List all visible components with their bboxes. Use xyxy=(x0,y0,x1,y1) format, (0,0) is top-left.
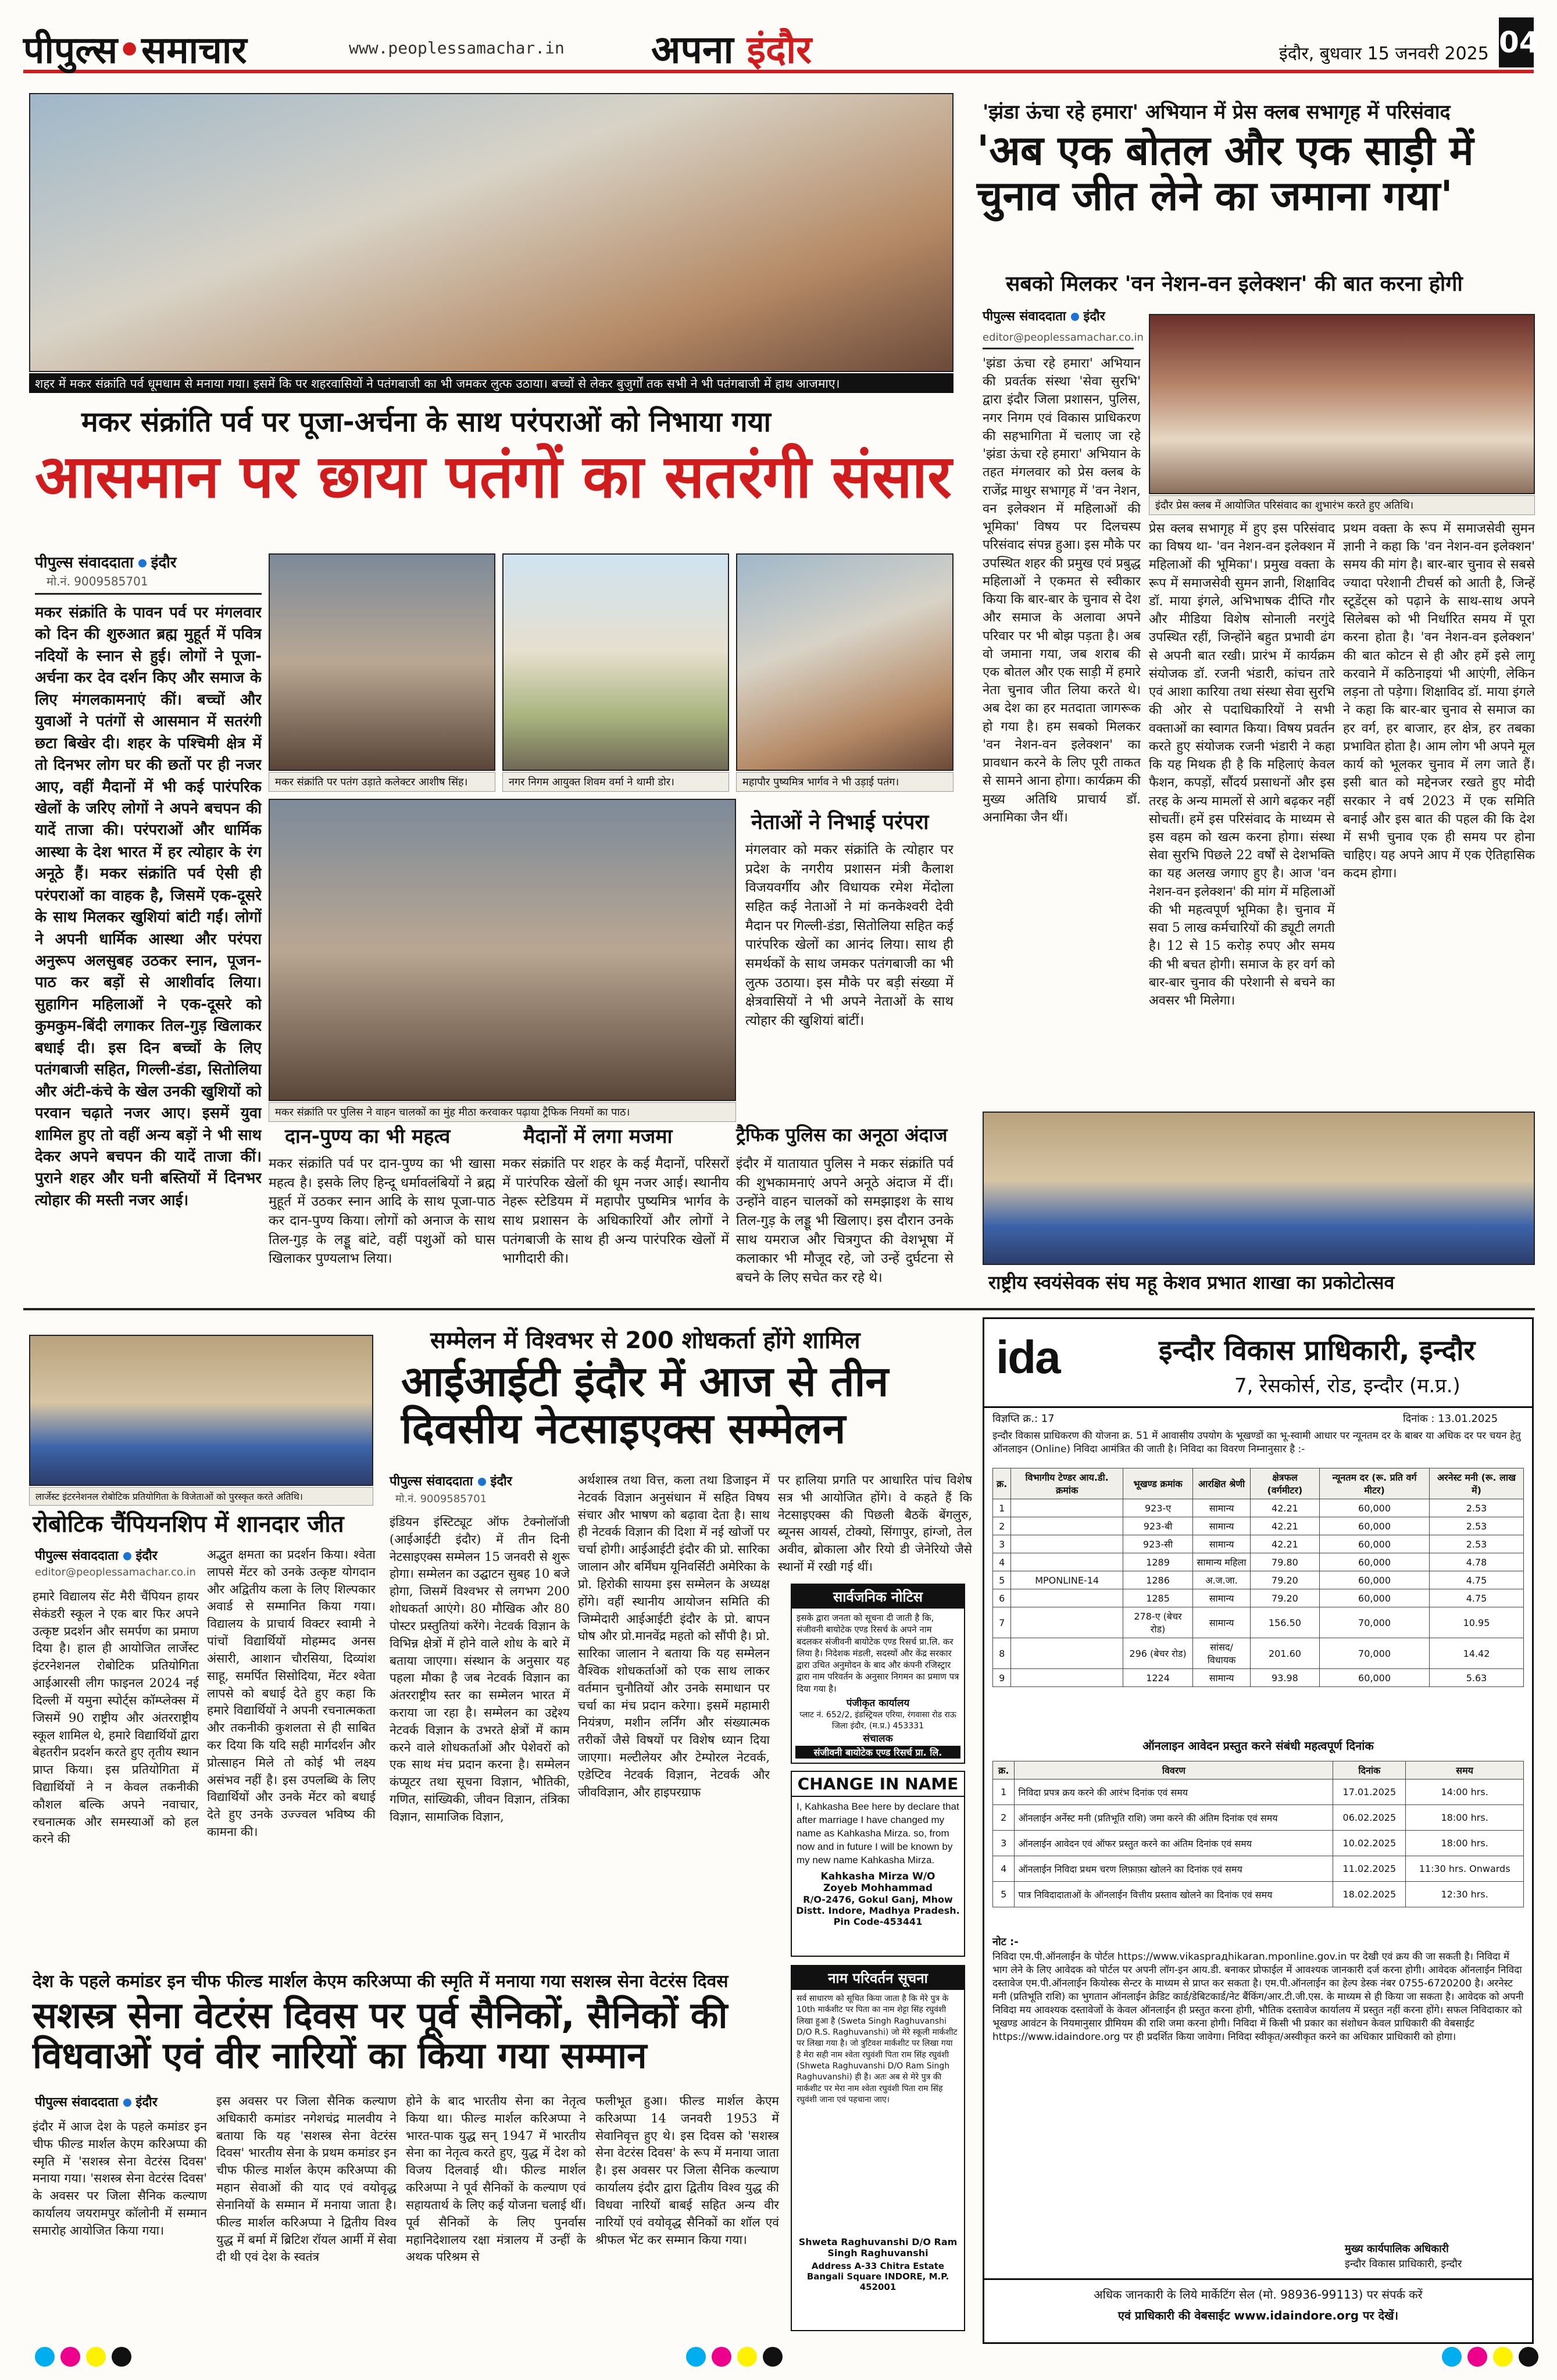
table-cell: सामान्य xyxy=(1193,1607,1251,1638)
veterans-byline: पीपुल्स संवाददाता इंदौर xyxy=(35,2095,158,2110)
iit-text-col2: अर्थशास्त्र तथा वित्त, कला तथा डिजाइन में नेटवर्क विज्ञान अनुसंधान में सहित विषय संचार और भाषण को बढ़ावा देता है। साथ ही नेटवर्क विज्ञान की दिशा में नई खोजों पर चर्चा होगी। आईआईटी इंदौर की प्रो. सारिका जालान और बर्मिंघम यूनिवर्सिटी अमेरिका के प्रो. हिरोकी सायमा इस सम्मेलन के अध्यक्ष होंगे। वहीं स्थानीय आयोजन समिति की जिम्मेदारी आईआईटी इंदौर के प्रो. बापन घोष और प्रो.मानवेंद्र महतो को सौंपी है। प्रो. सारिका जालान ने बताया कि यह सम्मेलन वैश्विक शोधकर्ताओं को एक साथ लाकर वर्तमान चुनौतियों और उनके समाधान पर चर्चा का मंच प्रदान करेगा। इसमें महामारी नियंत्रण, मशीन लर्निंग और संख्यात्मक तरीकों जैसे विषयों पर विशेष ध्यान दिया जाएगा। मल्टीलेयर और टेम्पोरल नेटवर्क, एडेप्टिव नेटवर्क विज्ञान, नेटवर्क और जीवविज्ञान, और हाइपरग्राफ xyxy=(578,1473,770,1799)
press-byline: पीपुल्स संवाददाता इंदौर xyxy=(983,309,1105,324)
table-cell: 10.95 xyxy=(1430,1607,1524,1638)
table-cell: 5.63 xyxy=(1430,1669,1524,1687)
ida-schedule-header xyxy=(993,1761,1524,1779)
table-cell: ऑनलाईन निविदा प्रथम चरण लिफ़ाफ़ा खोलने का दिनांक एवं समय xyxy=(1015,1856,1333,1882)
ida-schedule-col-header: समय xyxy=(1406,1761,1524,1779)
press-text-col3: प्रथम वक्ता के रूप में समाजसेवी सुमन ज्ञानी ने कहा कि 'वन नेशन-वन इलेक्शन' समय की मांग है। बार-बार चुनाव से सबसे ज्यादा परेशानी टीचर्स को आती है, जिन्हें स्टूडेंट्स को पढ़ाने के साथ-साथ अपने सिलेबस को भी निर्धारित समय में पूरा करना होता है। 'वन नेशन-वन इलेक्शन' की बात कोटन से ही और हमें इसे लागू करवाने में कठिनाइयां भी आएंगी, लेकिन लड़ना तो पड़ेगा। शिक्षाविद डॉ. माया इंगले ने कहा कि बार-बार चुनाव से समाज का हर वर्ग, हर बाजार, हर क्षेत्र, हर तबका प्रभावित होता है। आम लोग भी अपने मूल कार्य को भूलकर चुनाव में लग जाते हैं। इसी बात को मद्देनजर रखते हुए मोदी सरकार ने वर्ष 2023 में एक समिति बनाई और इस बात की पहल की कि देश में सभी चुनाव एक ही समय पर होना चाहिए। यह अपने आप में एक ऐतिहासिक कदम होगा। xyxy=(1343,521,1535,881)
table-cell: निविदा प्रपत्र क्रय करने की आरंभ दिनांक एवं समय xyxy=(1015,1779,1333,1805)
table-cell: 923-ए xyxy=(1123,1499,1192,1517)
table-cell: 93.98 xyxy=(1250,1669,1319,1687)
ida-notes-label: नोट :- xyxy=(992,1936,1019,1948)
ida-notice-date: दिनांक : 13.01.2025 xyxy=(1403,1413,1498,1425)
veterans-text-col2: इस अवसर पर जिला सैनिक कल्याण अधिकारी कमांडर नगेशचंद्र मालवीय ने बताया कि यह 'सशस्त्र सेना वेटरंस दिवस' भारतीय सेना के प्रथम कमांडर इन चीफ फील्ड मार्शल केएम करिअप्पा की महान सेवाओं की याद एवं वयोवृद्ध सेनानियों के सम्मान में मनाया जाता है। फील्ड मार्शल करिअप्पा ने द्वितीय विश्व युद्ध में बर्मा में ब्रिटिश रॉयल आर्मी में सेवा दी थी एवं देश के स्वतंत्र xyxy=(216,2094,397,2264)
public-notice-head: सार्वजनिक नोटिस xyxy=(792,1585,964,1609)
rss-photo xyxy=(983,1112,1535,1265)
table-cell: 60,000 xyxy=(1319,1571,1429,1589)
public-notice-office-label: पंजीकृत कार्यालय xyxy=(846,1698,910,1709)
table-row xyxy=(993,1499,1524,1517)
change-name-address: R/O-2476, Gokul Ganj, Mhow Distt. Indore, Madhya Pradesh. Pin Code-453441 xyxy=(796,1893,960,1927)
ida-schedule-col-header: विवरण xyxy=(1015,1761,1333,1779)
ida-plot-table-body xyxy=(993,1499,1524,1687)
traffic-police-caption: मकर संक्रांति पर पुलिस ने वाहन चालकों का मुंह मीठा करवाकर पढ़ाया ट्रैफिक नियमों का पाठ। xyxy=(269,1102,736,1122)
robotics-text-col1: हमारे विद्यालय सेंट मैरी चैंपियन हायर सेकंडरी स्कूल ने एक बार फिर अपने उत्कृष्ट प्रदर्शन और समर्पण का प्रमाण दिया है। हाल ही आयोजित लार्जेस्ट इंटरनेशनल रोबोटिक प्रतियोगिता आईआरसी लीग फाइनल 2024 नई दिल्ली में यमुना स्पोर्ट्स कॉम्प्लेक्स में जिसमें 90 राष्ट्रीय और अंतरराष्ट्रीय स्कूल शामिल थे, हमारे विद्यार्थियों द्वारा बेहतरीन प्रदर्शन करते हुए तृतीय स्थान प्राप्त किया। इस प्रतियोगिता में विद्यार्थियों ने न केवल तकनीकी कौशल बल्कि अपने नवाचार, रचनात्मक और समस्याओं को हल करने की xyxy=(33,1589,199,1846)
table-cell: 278-ए (बेचर रोड) xyxy=(1123,1607,1192,1638)
ida-col-header: क्र. xyxy=(993,1468,1011,1499)
page-number: 04 xyxy=(1499,17,1534,67)
table-cell: 79.20 xyxy=(1250,1571,1319,1589)
table-cell xyxy=(1011,1499,1123,1517)
kite-kicker: मकर संक्रांति पर्व पर पूजा-अर्चना के साथ परंपराओं को निभाया गया xyxy=(81,406,771,438)
veterans-headline: सशस्त्र सेना वेटरंस दिवस पर पूर्व सैनिकों, सैनिकों की विधवाओं एवं वीर नारियों का किया गया सम्मान xyxy=(33,1994,728,2077)
traffic-text: इंदौर में यातायात पुलिस ने मकर संक्रांति पर्व की शुभकामनाएं अपने अनूठे अंदाज में दीं। उन्होंने वाहन चालकों को समझाइश के साथ तिल-गुड़ के लड्डू भी खिलाए। इस दौरान उनके साथ यमराज और चित्रगुप्त की वेशभूषा में कलाकार भी मौजूद रहे, जो उन्हें दुर्घटना से बचने के लिए सचेत कर रहे थे। xyxy=(736,1156,954,1285)
ida-col-header: न्यूनतम दर (रू. प्रति वर्ग मीटर) xyxy=(1319,1468,1429,1499)
masthead xyxy=(23,17,1540,73)
table-cell: 4.75 xyxy=(1430,1571,1524,1589)
grounds-subhead: मैदानों में लगा मजमा xyxy=(523,1125,673,1148)
table-row xyxy=(993,1517,1524,1535)
table-cell: 4.78 xyxy=(1430,1553,1524,1571)
registration-dot xyxy=(35,2347,55,2367)
traffic-subhead: ट्रैफिक पुलिस का अनूठा अंदाज xyxy=(736,1124,948,1146)
table-cell: 2.53 xyxy=(1430,1499,1524,1517)
table-cell: 156.50 xyxy=(1250,1607,1319,1638)
table-cell: 1289 xyxy=(1123,1553,1192,1571)
iit-mobile: मो.नं. 9009585701 xyxy=(395,1493,487,1505)
public-notice-signer: संजीवनी बायोटेक एण्ड रिसर्च प्रा. लि. xyxy=(795,1746,960,1759)
ida-signer: मुख्य कार्यपालिक अधिकारी xyxy=(1345,2243,1449,2255)
table-cell: सामान्य xyxy=(1193,1669,1251,1687)
kite-crowd-photo xyxy=(29,93,954,372)
table-cell: 5 xyxy=(993,1571,1011,1589)
kite-crowd-caption: शहर में मकर संक्रांति पर्व धूमधाम से मनाया गया। इसमें कि पर शहरवासियों ने पतंगबाजी का भी जमकर लुत्फ उठाया। बच्चों से लेकर बुजुर्गों तक सभी ने भी पतंगबाजी में हाथ आजमाए। xyxy=(29,373,954,393)
mayor-photo xyxy=(736,553,954,771)
registration-dot xyxy=(86,2347,106,2367)
ida-header-rule xyxy=(984,1406,1532,1408)
table-row xyxy=(993,1607,1524,1638)
registration-dot xyxy=(112,2347,131,2367)
table-cell: सामान्य xyxy=(1193,1499,1251,1517)
public-notice xyxy=(791,1584,965,1764)
table-cell xyxy=(1011,1517,1123,1535)
ida-address: 7, रेसकोर्स, रोड, इन्दौर (म.प्र.) xyxy=(1234,1374,1460,1398)
press-subhead: सबको मिलकर 'वन नेशन-वन इलेक्शन' की बात करना होगी xyxy=(1006,272,1463,296)
table-cell xyxy=(1011,1669,1123,1687)
table-cell: सामान्य xyxy=(1193,1517,1251,1535)
change-name-husband: Zoyeb Mohhammad xyxy=(823,1882,933,1894)
press-text-col1: 'झंडा ऊंचा रहे हमारा' अभियान की प्रवर्तक संस्था 'सेवा सुरभि' द्वारा इंदौर जिला प्रशासन, पुलिस, नगर निगम एवं विकास प्राधिकरण की सहभागिता में चलाए जा रहे 'झंडा ऊंचा रहे हमारा' अभियान के तहत मंगलवार को प्रेस क्लब के राजेंद्र माथुर सभागृह में 'वन नेशन, वन इलेक्शन में महिलाओं की भूमिका' विषय पर दिलचस्प परिसंवाद संपन्न हुआ। इस मौके पर उपस्थित शहर की प्रमुख एवं प्रबुद्ध महिलाओं ने एकमत से स्वीकार किया कि बार-बार के चुनाव से देश और समाज के अलावा अपने परिवार पर भी बोझ पड़ता है। अब वो जमाना गया, जब शराब की एक बोतल और एक साड़ी में हमारे नेता चुनाव जीत लिया करते थे। अब देश का हर मतदाता जागरूक हो गया है। हम सबको मिलकर 'वन नेशन-वन इलेक्शन' का प्रावधान करने के लिए पूरी ताकत से सामने आना होगा। कार्यक्रम की मुख्य अतिथि प्राचार्य डॉ. अनामिका जैन थीं। xyxy=(983,356,1141,825)
robotics-byline: पीपुल्स संवाददाता इंदौर xyxy=(35,1549,158,1563)
commissioner-photo xyxy=(502,553,729,771)
table-cell: 296 (बेचर रोड) xyxy=(1123,1638,1192,1669)
table-row xyxy=(993,1779,1524,1805)
registration-dot xyxy=(1493,2347,1513,2367)
name-change-hindi-text: सर्व साधारण को सूचित किया जाता है कि मेरे पुत्र के 10th मार्कशीट पर पिता का नाम शेट्टा सिंह रघुवंशी लिखा हुआ है (Sweta Singh Raghuvanshi D/O R.S. Raghuvanshi) जो मेरे स्कूली मार्कशीट पर लिखा गया है। जो त्रुटिवश मार्कशीट पर लिखा गया है मेरा सही नाम श्वेता रघुवंशी पिता राम सिंह रघुवंशी (Shweta Raghuvanshi D/O Ram Singh Raghuvanshi) ही है। अतः अब से मेरे पुत्र की मार्कशीट पर मेरा नाम श्वेता रघुवंशी पिता राम सिंह रघुवंशी जाना एवं पहचाना जाए। xyxy=(797,1994,958,2104)
table-row xyxy=(993,1535,1524,1553)
press-event-caption: इंदौर प्रेस क्लब में आयोजित परिसंवाद का शुभारंभ करते हुए अतिथि। xyxy=(1149,495,1535,515)
veterans-text-col3: होने के बाद भारतीय सेना का नेतृत्व किया था। फील्ड मार्शल करिअप्पा ने भारत-पाक युद्ध सन् 1947 में भारतीय सेना का नेतृत्व करते हुए, युद्ध में देश को विजय दिलवाई थी। फील्ड मार्शल करिअप्पा ने पूर्व सैनिकों के कल्याण एवं सहायतार्थ के लिए कई योजना चलाई थीं। पूर्व सैनिकों के लिए पुनर्वास महानिदेशालय रक्षा मंत्रालय में उन्हीं के अथक परिश्रम से xyxy=(406,2094,586,2264)
table-cell: अ.ज.जा. xyxy=(1193,1571,1251,1589)
table-cell: 2 xyxy=(993,1805,1015,1831)
ida-notes: निविदा एम.पी.ऑनलाईन के पोर्टल https://www.vikasprадhikaran.mponline.gov.in पर देखी एवं क्रय की जा सकती है। निविदा में भाग लेने के लिए आवेदक को पोर्टल पर अपनी लॉग-इन आय.डी. बनाकर प्रोफाईल में आवश्यक जानकारी दर्ज करना होगी। आवेदक ऑनलाईन निविदा दस्तावेज एम.पी.ऑनलाईन कियोस्क सेन्टर के माध्यम से प्राप्त कर सकता है। एम.पी.ऑनलाईन का हेल्प डेस्क नंबर 0755-6720200 है। अरनेस्ट मनी (प्रतिभूति राशि) का भुगतान ऑनलाईन क्रेडिट कार्ड/डेबिटकार्ड/नेट बैंकिंग/आर.टी.जी.एस. के माध्यम से ही किया जा सकता है। आवेदक को अपनी निविदा मय आवश्यक दस्तावेजों के केवल ऑनलाईन ही प्रस्तुत करना होगी, भौतिक दस्तावेज कार्यालय में प्रस्तुत नहीं करना होंगे। सफल निविदाकार को भूखण्ड आवंटन के नियमानुसार प्रीमियम की राशि जमा करना होगी। निविदा में किसी भी प्रकार का संशोधन केवल प्राधिकारी की वेबसाईट https://www.idaindore.org पर ही प्रदर्शित किया जावेगा। निविदा स्वीकृत/अस्वीकृत करने का अधिकार प्राधिकारी को होगा। xyxy=(992,1951,1524,2043)
ida-intro: इन्दौर विकास प्राधिकरण की योजना क्र. 51 में आवासीय उपयोग के भूखण्डों का भू-स्वामी आधार पर न्यूनतम दर के बाबर या अधिक दर पर चयन हेतु ऑनलाइन (Online) निविदा आमंत्रित की जाती है। निविदा का विवरण निम्नानुसार है :- xyxy=(992,1430,1521,1455)
ida-col-header: भूखण्ड क्रमांक xyxy=(1123,1468,1192,1499)
table-cell: 70,000 xyxy=(1319,1607,1429,1638)
table-cell: 60,000 xyxy=(1319,1589,1429,1607)
ida-notice-no: विज्ञप्ति क्र.: 17 xyxy=(992,1413,1055,1425)
table-cell: 10.02.2025 xyxy=(1333,1831,1406,1856)
collector-caption: मकर संक्रांति पर पतंग उड़ाते कलेक्टर आशीष सिंह। xyxy=(269,772,495,792)
name-change-notice-hindi xyxy=(791,1965,965,2331)
website-url[interactable]: www.peoplessamachar.in xyxy=(349,38,565,58)
table-cell: 14:00 hrs. xyxy=(1406,1779,1524,1805)
table-cell: 14.42 xyxy=(1430,1638,1524,1669)
iit-byline: पीपुल्स संवाददाता इंदौर xyxy=(390,1474,512,1489)
table-cell xyxy=(1011,1607,1123,1638)
mayor-caption: महापौर पुष्यमित्र भार्गव ने भी उड़ाई पतंग। xyxy=(736,772,954,792)
collector-photo xyxy=(269,553,495,771)
name-change-hindi-head: नाम परिवर्तन सूचना xyxy=(792,1966,964,1990)
table-row xyxy=(993,1589,1524,1607)
table-cell: 1 xyxy=(993,1499,1011,1517)
table-cell: 18.02.2025 xyxy=(1333,1882,1406,1907)
table-cell: 5 xyxy=(993,1882,1015,1907)
table-cell: 4 xyxy=(993,1553,1011,1571)
divider xyxy=(23,1308,1535,1310)
table-row xyxy=(993,1805,1524,1831)
robotics-photo xyxy=(29,1335,373,1486)
registration-dot xyxy=(1442,2347,1462,2367)
table-cell: 18:00 hrs. xyxy=(1406,1831,1524,1856)
table-cell: 201.60 xyxy=(1250,1638,1319,1669)
iit-text-col1: इंडियन इंस्टिट्यूट ऑफ टेक्नोलॉजी (आईआईटी इंदौर) में तीन दिनी नेटसाइएक्स सम्मेलन 15 जनवरी से शुरू होगा। सम्मेलन का उद्घाटन सुबह 10 बजे होगा, जिसमें विश्वभर से लगभग 200 शोधकर्ता आएंगे। 80 मौखिक और 80 पोस्टर प्रस्तुतियां करेंगे। नेटवर्क विज्ञान के विभिन्न क्षेत्रों में होने वाले शोध के बारे में बताया जाएगा। संस्थान के अनुसार यह पहला मौका है जब नेटवर्क विज्ञान का अंतरराष्ट्रीय स्तर का सम्मेलन भारत में कराया जा रहा है। सम्मेलन का उद्देश्य नेटवर्क विज्ञान के उभरते क्षेत्रों में काम करने वाले शोधकर्ताओं और पेशेवरों को एक साथ मंच प्रदान करना है। सम्मेलन कंप्यूटर तथा सूचना विज्ञान, भौतिकी, गणित, सांख्यिकी, जीवन विज्ञान, तंत्रिका विज्ञान, सामाजिक विज्ञान, xyxy=(390,1515,570,1824)
table-cell: 8 xyxy=(993,1638,1011,1669)
commissioner-caption: नगर निगम आयुक्त शिवम वर्मा ने थामी डोर। xyxy=(502,772,729,792)
grounds-text: मकर संक्रांति पर शहर के कई मैदानों, परिसरों में पारंपरिक खेलों की धूम नजर आई। स्थानीय नेहरू स्टेडियम में महापौर पुष्यमित्र भार्गव के साथ प्रशासन के अधिकारियों और लोगों ने पतंगबाजी के साथ ही अन्य पारंपरिक खेलों में भागीदारी की। xyxy=(502,1156,729,1267)
table-cell: 2 xyxy=(993,1517,1011,1535)
table-cell: MPONLINE-14 xyxy=(1011,1571,1123,1589)
robotics-text-col2: अद्भुत क्षमता का प्रदर्शन किया। श्वेता लापसे मेंटर को उनके उत्कृष्ट योगदान और अद्वितीय कला के लिए शिल्पकार अवार्ड से सम्मानित किया गया। विद्यालय के प्राचार्य विक्टर स्वामी ने पांचों विद्यार्थियों मोहम्मद अनस अंसारी, आशान चौरसिया, दिव्यांश साहू, समर्पित सिसोदिया, मेंटर श्वेता लापसे को बधाई देते हुए कहा कि हमारे विद्यार्थियों ने अपनी रचनात्मकता और तकनीकी कुशलता से ही साबित कर दिया कि यदि सही मार्गदर्शन और प्रोत्साहन मिले तो कोई भी लक्ष्य असंभव नहीं है। इस उपलब्धि के लिए विद्यार्थियों और उनके मेंटर को बधाई देते हुए उनके उज्ज्वल भविष्य की कामना की। xyxy=(207,1548,376,1839)
table-cell xyxy=(1011,1553,1123,1571)
ida-schedule-body xyxy=(993,1779,1524,1907)
divider xyxy=(983,348,1134,349)
table-cell: सांसद/विधायक xyxy=(1193,1638,1251,1669)
table-cell: 60,000 xyxy=(1319,1553,1429,1571)
registration-dot xyxy=(737,2347,757,2367)
table-cell: 60,000 xyxy=(1319,1669,1429,1687)
table-cell: 60,000 xyxy=(1319,1517,1429,1535)
leaders-text: मंगलवार को मकर संक्रांति के त्योहार पर प्रदेश के नगरीय प्रशासन मंत्री कैलाश विजयवर्गीय और विधायक रमेश मेंदोला सहित कई नेताओं ने मां कनकेश्वरी देवी मैदान पर गिल्ली-डंडा, सितोलिया सहित कई पारंपरिक खेलों का आनंद लिया। साथ ही समर्थकों के साथ जमकर पतंगबाजी का भी लुत्फ उठाया। इस मौके पर बड़ी संख्या में क्षेत्रवासियों ने भी अपने नेताओं के साथ त्योहार की खुशियां बांटीं। xyxy=(745,842,954,1028)
table-cell: 2.53 xyxy=(1430,1535,1524,1553)
ida-plot-table-header xyxy=(993,1468,1524,1499)
table-cell: 11.02.2025 xyxy=(1333,1856,1406,1882)
table-cell: 70,000 xyxy=(1319,1638,1429,1669)
table-cell: 60,000 xyxy=(1319,1535,1429,1553)
table-cell: 2.53 xyxy=(1430,1517,1524,1535)
table-cell: 17.01.2025 xyxy=(1333,1779,1406,1805)
ida-col-header: आरक्षित श्रेणी xyxy=(1193,1468,1251,1499)
iit-kicker: सम्मेलन में विश्वभर से 200 शोधकर्ता होंगे शामिल xyxy=(430,1327,860,1354)
change-name-name: Kahkasha Mirza W/O xyxy=(820,1870,935,1882)
ida-schedule-table xyxy=(992,1761,1524,1907)
table-cell: 18:00 hrs. xyxy=(1406,1805,1524,1831)
dateline: इंदौर, बुधवार 15 जनवरी 2025 xyxy=(1279,44,1489,64)
ida-col-header: विभागीय टेण्डर आय.डी. क्रमांक xyxy=(1011,1468,1123,1499)
table-row xyxy=(993,1831,1524,1856)
iit-text-col3: पर हालिया प्रगति पर आधारित पांच विशेष सत्र भी आयोजित होंगे। वे कहते हैं कि नेटसाइएक्स की पिछली बैठकें बेंगलुरु, ब्यूनस आयर्स, टोक्यो, सिंगापुर, हांग्जो, तेल अवीव, ब्रोकाला और रियो डी जेनेरियो जैसे स्थानों में रखी गई थीं। xyxy=(778,1473,972,1574)
table-cell: 1 xyxy=(993,1779,1015,1805)
ida-title: इन्दौर विकास प्राधिकारी, इन्दौर xyxy=(1159,1334,1476,1367)
ida-signer-org: इन्दौर विकास प्राधिकारी, इन्दौर xyxy=(1345,2258,1462,2270)
table-cell: 3 xyxy=(993,1831,1015,1856)
table-cell: सामान्य xyxy=(1193,1589,1251,1607)
registration-dot xyxy=(712,2347,731,2367)
table-cell: 3 xyxy=(993,1535,1011,1553)
table-row xyxy=(993,1856,1524,1882)
public-notice-text: इसके द्वारा जनता को सूचना दी जाती है कि, संजीवनी बायोटेक एण्ड रिसर्च के अपने नाम बदलकर संजीवनी बायोटेक एण्ड रिसर्च प्रा.लि. कर लिया है। निदेशक मंडली, सदस्यों और केंद्र सरकार द्वारा उचित अनुमोदन के बाद और कंपनी रजिस्ट्रार द्वारा नाम परिवर्तन के अनुसार निगमन का प्रमाण पत्र दिया गया है। xyxy=(797,1613,959,1694)
ida-col-header: अरनेस्ट मनी (रू. लाख में) xyxy=(1430,1468,1524,1499)
ida-schedule-col-header: क्र. xyxy=(993,1761,1015,1779)
table-cell xyxy=(1011,1589,1123,1607)
table-cell: पात्र निविदादाताओं के ऑनलाईन वित्तीय प्रस्ताव खोलने का दिनांक एवं समय xyxy=(1015,1882,1333,1907)
table-cell: 79.20 xyxy=(1250,1589,1319,1607)
table-cell: सामान्य xyxy=(1193,1535,1251,1553)
ida-footer-2[interactable]: एवं प्राधिकारी की वेबसाईट www.idaindore.org पर देखें। xyxy=(1117,2308,1399,2322)
traffic-police-photo xyxy=(269,799,736,1101)
press-kicker: 'झंडा ऊंचा रहे हमारा' अभियान में प्रेस क्लब सभागृह में परिसंवाद xyxy=(983,101,1451,124)
veterans-text-col4: फलीभूत हुआ। फील्ड मार्शल केएम करिअप्पा 14 जनवरी 1953 में सेवानिवृत्त हुए थे। इस दिवस को 'सशस्त्र सेना वेटरंस दिवस' के रूप में मनाया जाता है। इस अवसर पर जिला सैनिक कल्याण कार्यालय इंदौर द्वारा द्वितीय विश्व युद्ध की विधवा नारियों बाबई सहित अन्य वीर नारियों एवं वयोवृद्ध सैनिकों का शॉल एवं श्रीफल भेंट कर सम्मान किया गया। xyxy=(595,2094,779,2247)
table-cell: 79.80 xyxy=(1250,1553,1319,1571)
charity-text: मकर संक्रांति पर्व पर दान-पुण्य का भी खासा महत्व है। इसके लिए हिन्दू धर्मावलंबियों ने ब्रह्म मुहूर्त में उठकर स्नान आदि के साथ पूजा-पाठ कर दान-पुण्य किया। लोगों को अनाज के साथ तिल-गुड़ के लड्डू बांटे, वहीं पशुओं को घास खिलाकर पुण्यलाभ लिया। xyxy=(269,1156,495,1267)
iit-headline: आईआईटी इंदौर में आज से तीन दिवसीय नेटसाइएक्स सम्मेलन xyxy=(401,1357,889,1453)
kite-lead-text: मकर संक्रांति के पावन पर्व पर मंगलवार को दिन की शुरुआत ब्रह्म मुहूर्त में पवित्र नदियों के स्नान से हुई। लोगों ने पूजा-अर्चना कर देव दर्शन किए और समाज के लिए मंगलकामनाएं कीं। बच्चों और युवाओं ने पतंगों से आसमान में सतरंगी छटा बिखेर दी। शहर के पश्चिमी क्षेत्र में तो दिनभर लोग घर की छतों पर ही नजर आए, वहीं मैदानों में भी कई पारंपरिक खेलों के जरिए लोगों ने अपने बचपन की यादें ताजा की। परंपराओं और धार्मिक आस्था के देश भारत में हर त्योहार के रंग अनूठे हैं। मकर संक्रांति पर्व ऐसी ही परंपराओं का वाहक है, जिसमें एक-दूसरे के साथ मिलकर खुशियां बांटी गईं। लोगों ने अपनी धार्मिक आस्था और परंपरा अनुरूप अलसुबह उठकर स्नान, पूजन-पाठ कर बड़ों से आशीर्वाद लिया। सुहागिन महिलाओं ने एक-दूसरे को कुमकुम-बिंदी लगाकर तिल-गुड़ खिलाकर बधाई दी। इस दिन बच्चों के लिए पतंगबाजी सहित, गिल्ली-डंडा, सितोलिया और अंटी-कंचे के खेल उनकी खुशियों को परवान चढ़ाते नजर आए। इसमें युवा शामिल हुए तो वहीं अन्य बड़ों ने भी साथ देकर अपने बचपन की यादें ताजा कीं। पुराने शहर और घनी बस्तियों में दिनभर त्योहार की मस्ती नजर आई। xyxy=(35,604,262,1209)
robotics-headline: रोबोटिक चैंपियनशिप में शानदार जीत xyxy=(33,1511,344,1538)
robotics-email[interactable]: editor@peoplessamachar.co.in xyxy=(35,1566,196,1578)
table-cell: ऑनलाईन आवेदन एवं ऑफर प्रस्तुत करने का अंतिम दिनांक एवं समय xyxy=(1015,1831,1333,1856)
table-row xyxy=(993,1882,1524,1907)
table-cell: 1286 xyxy=(1123,1571,1192,1589)
color-registration-bar xyxy=(0,2345,1557,2368)
veterans-text-col1: इंदौर में आज देश के पहले कमांडर इन चीफ फील्ड मार्शल केएम करिअप्पा की स्मृति में 'सशस्त्र सेना वेटरंस दिवस' मनाया गया। 'सशस्त्र सेना वेटरंस दिवस' के अवसर पर जिला सैनिक कल्याण कार्यालय जयरामपुर कॉलोनी में सम्मान समारोह आयोजित किया गया। xyxy=(33,2120,207,2238)
table-cell: 11:30 hrs. Onwards xyxy=(1406,1856,1524,1882)
table-cell: 6 xyxy=(993,1589,1011,1607)
table-cell: 1285 xyxy=(1123,1589,1192,1607)
ida-footer-rule xyxy=(984,2278,1532,2280)
change-name-text: I, Kahkasha Bee here by declare that after marriage I have changed my name as Kahkasha Mirza. so, from now and in future I will be known by my new name Kahkasha Mirza. xyxy=(797,1801,959,1866)
public-notice-signer-label: संचालक xyxy=(863,1733,893,1745)
kite-byline: पीपुल्स संवाददाता इंदौर xyxy=(35,554,177,571)
ida-schedule-col-header: दिनांक xyxy=(1333,1761,1406,1779)
rss-headline: राष्ट्रीय स्वयंसेवक संघ महू केशव प्रभात शाखा का प्रकोटोत्सव xyxy=(988,1271,1395,1293)
divider xyxy=(35,593,262,595)
table-cell: 923-सी xyxy=(1123,1535,1192,1553)
table-row xyxy=(993,1669,1524,1687)
registration-dot xyxy=(1467,2347,1487,2367)
table-cell: 1224 xyxy=(1123,1669,1192,1687)
table-cell: 06.02.2025 xyxy=(1333,1805,1406,1831)
table-cell: सामान्य महिला xyxy=(1193,1553,1251,1571)
table-cell: 4 xyxy=(993,1856,1015,1882)
press-text-col2: प्रेस क्लब सभागृह में हुए इस परिसंवाद का विषय था- 'वन नेशन-वन इलेक्शन में महिलाओं की भूमिका'। प्रमुख वक्ता के रूप में समाजसेवी सुमन ज्ञानी, शिक्षाविद डॉ. माया इंगले, अभिभाषक दीप्ति गौर और मीडिया विशेष सोनाली नरगुंदे उपस्थित रहीं, जिन्होंने बहुत प्रभावी ढंग से अपनी बात रखी। प्रारंभ में कार्यक्रम संयोजक डॉ. रजनी भंडारी, कांचन तारे एवं आशा कारिया तथा संस्था सेवा सुरभि की ओर से पदाधिकारियों ने सभी वक्ताओं का स्वागत किया। विषय प्रवर्तन करते हुए संयोजक रजनी भंडारी ने कहा कि यह मिथक ही है कि महिलाएं केवल फैशन, कपड़ों, सौंदर्य प्रसाधनों और इस तरह के अन्य मामलों से आगे बढ़कर नहीं सोचतीं। हमें इस परिसंवाद के माध्यम से इस वहम को खत्म करना होगा। संस्था सेवा सुरभि पिछले 22 वर्षों से देशभक्ति का यह अलख जगाए हुए है। आज 'वन नेशन-वन इलेक्शन' की मांग में महिलाओं की भी महत्वपूर्ण भूमिका है। चुनाव में सवा 5 लाख कर्मचारियों की ड्यूटी लगती है। 12 से 15 करोड़ रुपए और समय की भी बचत होगी। समाज के हर वर्ग को बार-बार चुनाव की परेशानी से बचने का अवसर भी मिलेगा। xyxy=(1149,521,1335,1009)
table-cell: 12:30 hrs. xyxy=(1406,1882,1524,1907)
kite-mobile: मो.नं. 9009585701 xyxy=(47,574,148,588)
press-event-photo xyxy=(1149,314,1535,494)
table-cell: 7 xyxy=(993,1607,1011,1638)
press-headline: 'अब एक बोतल और एक साड़ी में चुनाव जीत लेने का जमाना गया' xyxy=(977,127,1474,220)
table-cell: 42.21 xyxy=(1250,1517,1319,1535)
veterans-kicker: देश के पहले कमांडर इन चीफ फील्ड मार्शल केएम करिअप्पा की स्मृति में मनाया गया सशस्त्र सेना वेटरंस दिवस xyxy=(33,1971,728,1992)
table-row xyxy=(993,1638,1524,1669)
table-cell: 4.75 xyxy=(1430,1589,1524,1607)
ida-plot-table xyxy=(992,1468,1524,1687)
table-cell: 42.21 xyxy=(1250,1535,1319,1553)
ida-logo: ida xyxy=(996,1331,1060,1383)
registration-dot xyxy=(60,2347,80,2367)
table-cell: ऑनलाईन अर्नेस्ट मनी (प्रतिभूति राशि) जमा करने की अंतिम दिनांक एवं समय xyxy=(1015,1805,1333,1831)
charity-subhead: दान-पुण्य का भी महत्व xyxy=(285,1125,451,1148)
ida-col-header: क्षेत्रफल (वर्गमीटर) xyxy=(1250,1468,1319,1499)
table-cell: 42.21 xyxy=(1250,1499,1319,1517)
name-change-hindi-signer: Shweta Raghuvanshi D/O Ram Singh Raghuvanshi xyxy=(798,2236,958,2259)
table-cell: 60,000 xyxy=(1319,1499,1429,1517)
table-cell: 923-बी xyxy=(1123,1517,1192,1535)
table-cell xyxy=(1011,1535,1123,1553)
leaders-subhead: नेताओं ने निभाई परंपरा xyxy=(751,810,929,834)
table-cell: 9 xyxy=(993,1669,1011,1687)
table-cell xyxy=(1011,1638,1123,1669)
name-change-hindi-address: Address A-33 Chitra Estate Bangali Square INDORE, M.P. 452001 xyxy=(806,2261,949,2292)
public-notice-office: प्लाट नं. 652/2, इंडस्ट्रियल एरिया, रंगवासा रोड राऊ जिला इंदौर, (म.प्र.) 453331 xyxy=(799,1710,956,1731)
registration-dot xyxy=(686,2347,706,2367)
registration-dot xyxy=(1519,2347,1538,2367)
kite-headline: आसमान पर छाया पतंगों का सतरंगी संसार xyxy=(35,442,952,512)
table-row xyxy=(993,1571,1524,1589)
registration-dot xyxy=(763,2347,783,2367)
brand-logo: पीपुल्स•समाचार xyxy=(23,29,247,72)
change-name-notice xyxy=(791,1771,965,1957)
change-name-head: CHANGE IN NAME xyxy=(792,1772,964,1797)
section-title: अपना इंदौर xyxy=(651,27,812,72)
ida-schedule-title: ऑनलाइन आवेदन प्रस्तुत करने संबंधी महत्वपूर्ण दिनांक xyxy=(1142,1739,1374,1753)
ida-footer-1: अधिक जानकारी के लिये मार्केटिंग सेल (मो. 98936-99113) पर संपर्क करें xyxy=(1094,2288,1423,2302)
table-row xyxy=(993,1553,1524,1571)
press-email[interactable]: editor@peoplessamachar.co.in xyxy=(983,331,1144,344)
robotics-caption: लार्जेस्ट इंटरनेशनल रोबोटिक प्रतियोगिता के विजेताओं को पुरस्कृत करते अतिथि। xyxy=(29,1487,373,1506)
ida-tender-notice xyxy=(983,1317,1534,2344)
